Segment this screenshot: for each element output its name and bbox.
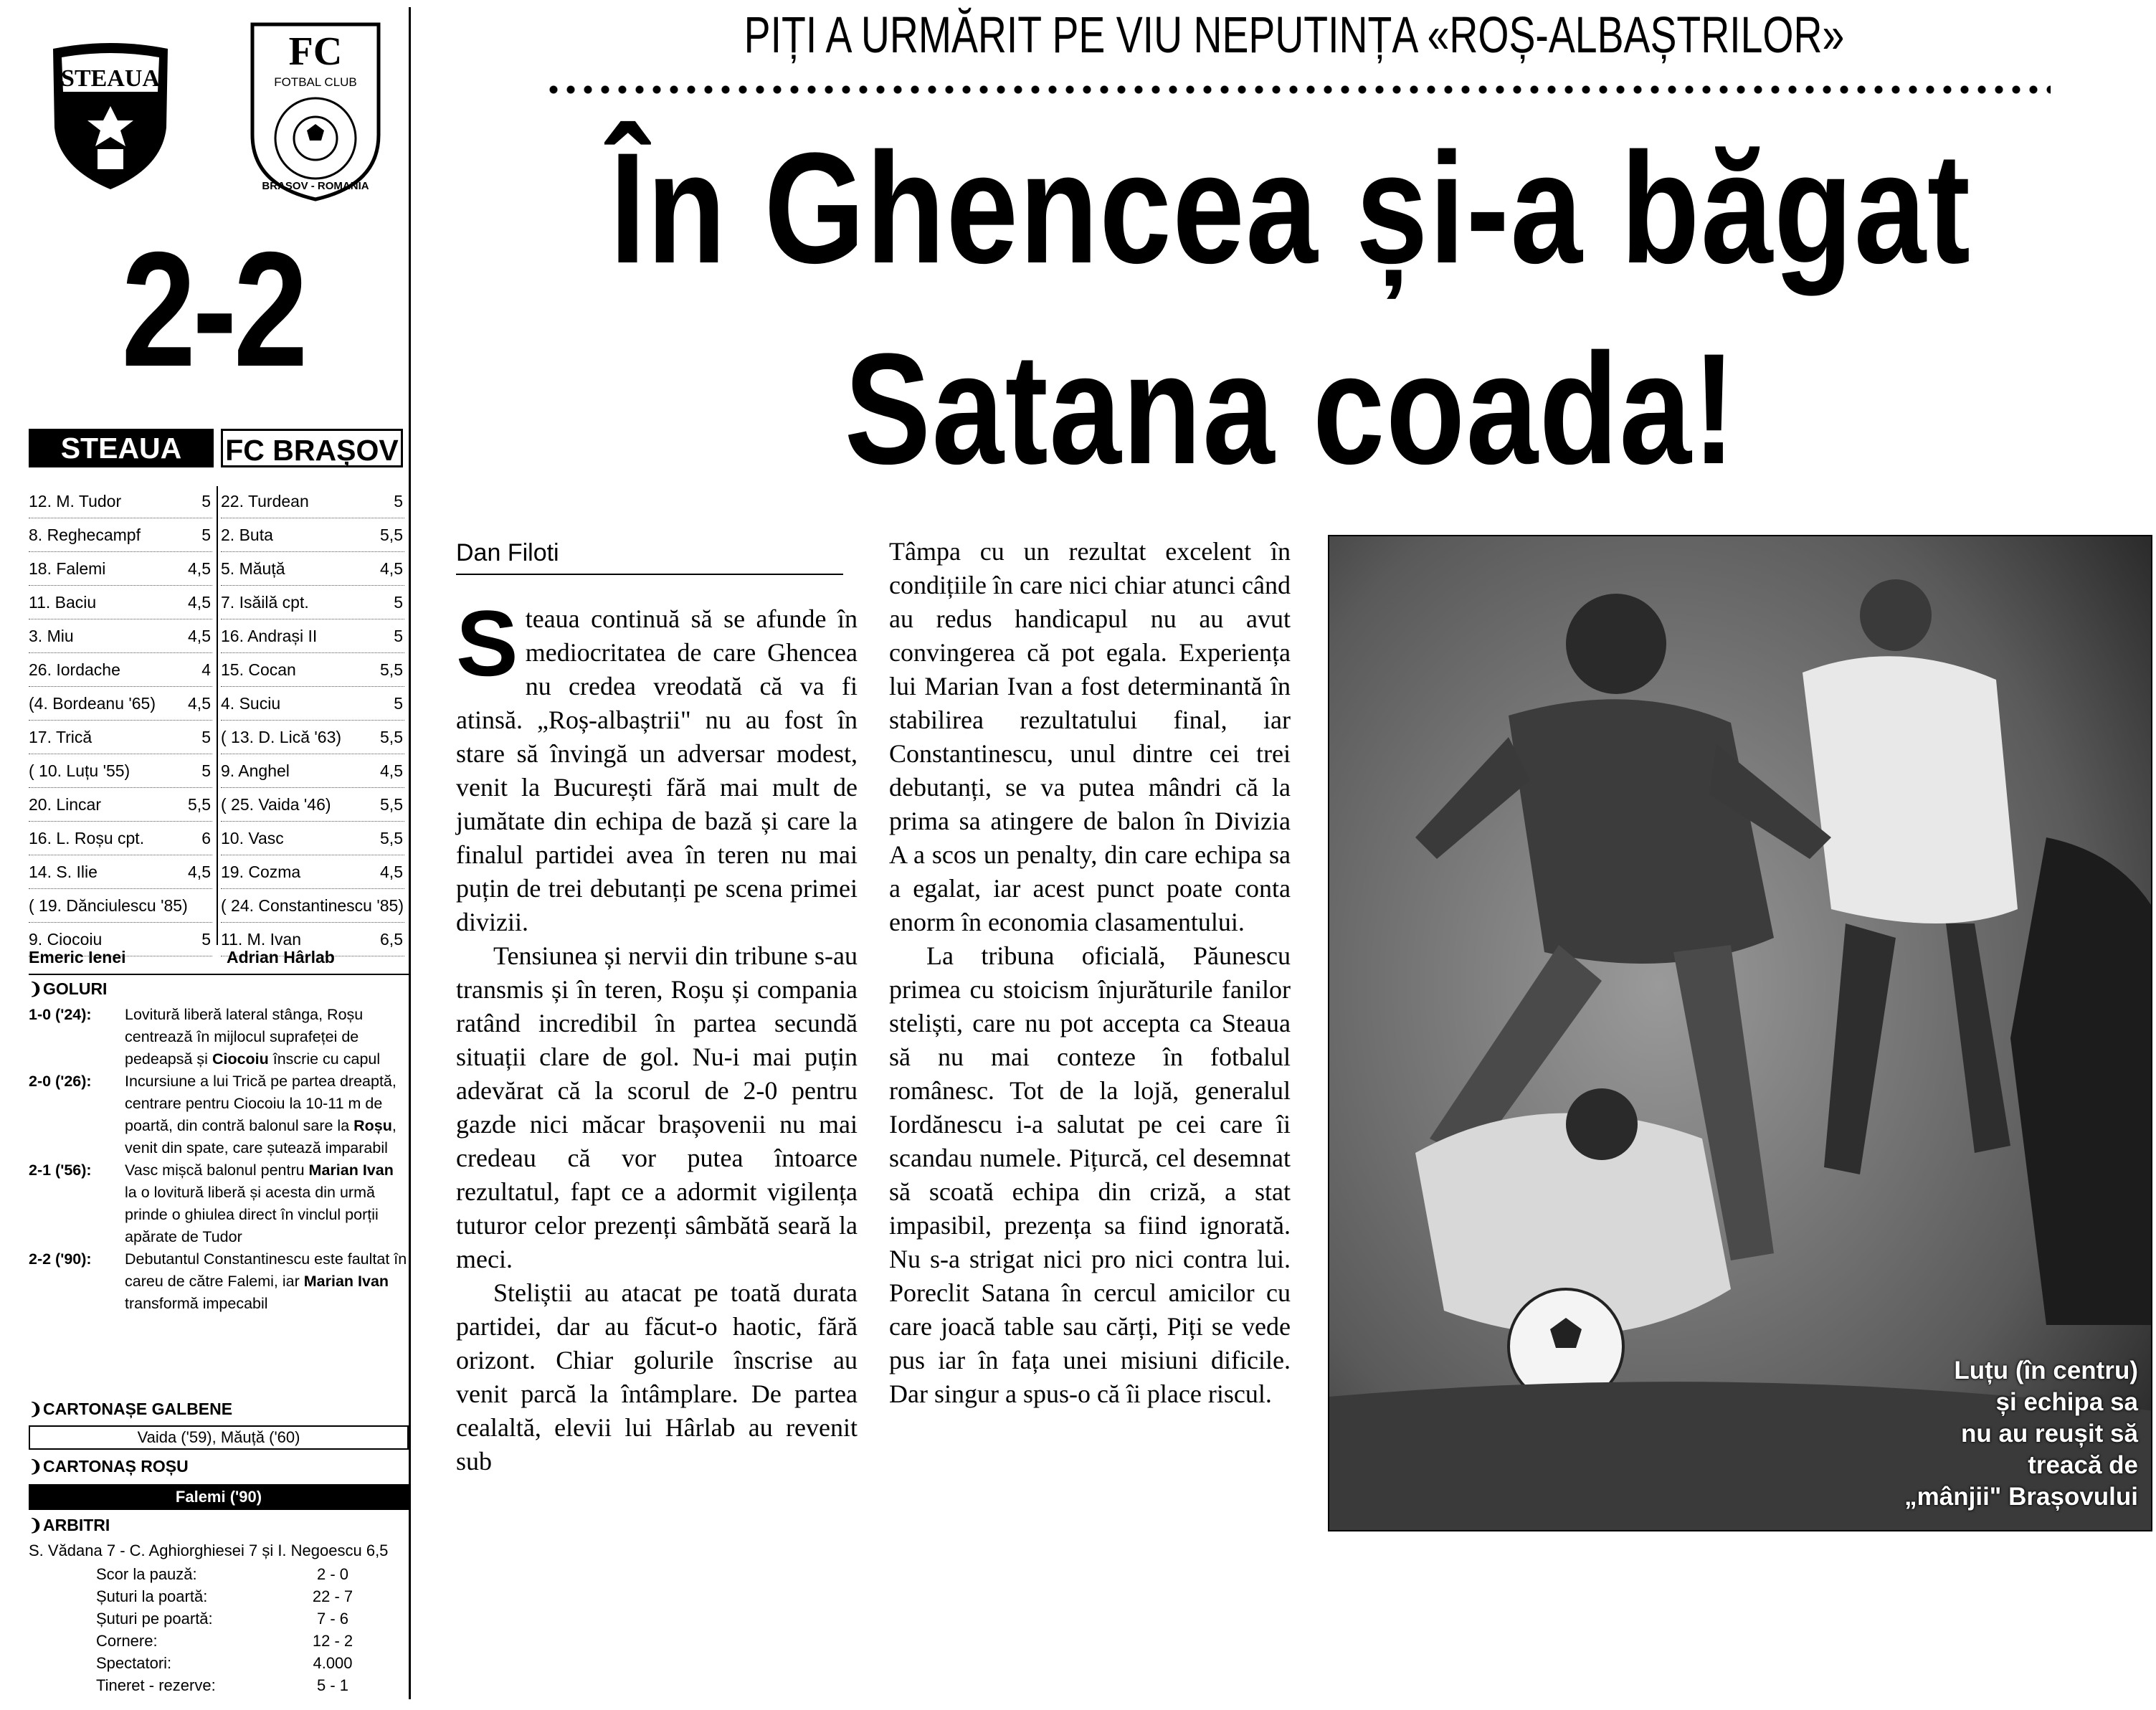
player-name: 12. M. Tudor <box>29 492 122 510</box>
lineup-row <box>29 687 212 721</box>
lineup-row <box>221 552 404 586</box>
player-rating: 6,5 <box>380 930 403 949</box>
coach-home: Emeric Ienei <box>29 948 126 966</box>
photo-caption <box>1904 1355 2138 1513</box>
lineup-away <box>221 485 404 956</box>
player-rating: 4 <box>201 660 211 679</box>
svg-text:STEAUA: STEAUA <box>61 65 160 92</box>
match-photo <box>1328 535 2152 1531</box>
goal-text: la o lovitură liberă și acesta din urmă prinde o ghiulea direct în vinclul porții apărate de Tudor <box>125 1184 379 1245</box>
lineup-row <box>29 552 212 586</box>
player-rating <box>211 889 212 922</box>
player-name: 2. Buta <box>221 526 273 544</box>
lineup-row <box>29 619 212 653</box>
player-name: 8. Reghecampf <box>29 526 141 544</box>
stat-value: 4.000 <box>313 1654 353 1672</box>
player-name: 20. Lincar <box>29 795 102 814</box>
player-rating: 5 <box>394 492 403 510</box>
player-name: ( 10. Luțu '55) <box>29 761 130 780</box>
dotted-rule <box>545 85 2051 95</box>
goal-minute: 2-0 ('26): <box>29 1073 92 1090</box>
caption-line: treacă de <box>2028 1451 2138 1479</box>
player-name: 9. Anghel <box>221 761 290 780</box>
goal-text: Vasc mișcă balonul pentru <box>125 1162 309 1179</box>
sidebar-divider <box>409 7 411 1699</box>
player-rating: 5 <box>201 728 211 746</box>
lineup-row <box>221 518 404 552</box>
goal-minute: 2-1 ('56): <box>29 1162 92 1179</box>
svg-text:FC: FC <box>288 29 343 74</box>
goal-scorer: Marian Ivan <box>308 1162 394 1179</box>
lineup-row <box>29 788 212 822</box>
goal-text: Lovitură liberă lateral stânga, Roșu centrează în mijlocul suprafeței de pedeapsă și <box>125 1006 364 1068</box>
section-rule <box>29 974 409 975</box>
stat-label: Scor la pauză: <box>96 1565 197 1583</box>
byline: Dan Filoti <box>456 539 559 566</box>
stat-label: Șuturi la poartă: <box>96 1587 208 1605</box>
lineup-row <box>221 754 404 788</box>
referees-title: ❩ARBITRI <box>29 1516 110 1534</box>
article-paragraph: Tensiunea și nervii din tribune s-au transmis și în teren, Roșu și compania ratând incredibil în partea secundă situații clare de gol. Nu-i mai puțin adevărat că la scorul de 2-0 pentru gazde nici măcar brașovenii nu mai credeau că vor putea întoarce rezultatul, fapt ce a adormit vigilența tuturor celor prezenți sâmbătă seară la meci. <box>456 941 858 1273</box>
player-rating: 5 <box>201 930 211 949</box>
bullet-icon: ❩ <box>29 1400 43 1418</box>
stat-row <box>96 1607 383 1630</box>
player-rating: 4,5 <box>188 863 211 881</box>
lineup-row <box>221 586 404 619</box>
goal-scorer: Marian Ivan <box>303 1273 389 1290</box>
player-name: 18. Falemi <box>29 559 106 578</box>
stat-label: Cornere: <box>96 1632 158 1650</box>
stat-row <box>96 1674 383 1696</box>
stat-value: 12 - 2 <box>312 1632 353 1650</box>
goal-entry <box>29 1070 407 1159</box>
player-name: 7. Isăilă cpt. <box>221 593 309 612</box>
goal-minute: 2-2 ('90): <box>29 1250 92 1268</box>
lineup-row <box>29 586 212 619</box>
player-name: 17. Trică <box>29 728 92 746</box>
yellow-cards-box: Vaida ('59), Măuță ('60) <box>29 1425 409 1450</box>
player-name: ( 19. Dănciulescu '85) <box>29 896 188 915</box>
svg-text:FOTBAL CLUB: FOTBAL CLUB <box>274 75 357 89</box>
stat-value: 22 - 7 <box>312 1587 353 1605</box>
byline-rule <box>456 574 843 575</box>
player-rating: 4,5 <box>188 627 211 645</box>
svg-text:BRAȘOV - ROMANIA: BRAȘOV - ROMANIA <box>262 180 369 192</box>
goals-list <box>29 1004 407 1315</box>
lineup-row <box>221 687 404 721</box>
player-rating: 5,5 <box>380 526 403 544</box>
player-rating: 5,5 <box>380 829 403 847</box>
player-rating: 5,5 <box>380 795 403 814</box>
headline-line-1: În Ghencea și-a băgat <box>609 120 1972 296</box>
player-name: 26. Iordache <box>29 660 120 679</box>
lineup-row <box>29 855 212 889</box>
stat-row <box>96 1563 383 1585</box>
player-rating: 5 <box>394 593 403 612</box>
goal-description <box>125 1248 407 1315</box>
player-rating: 5,5 <box>188 795 211 814</box>
article-paragraph: Steliștii au atacat pe toată durata partidei, dar au făcut-o haotic, fără orizont. Chiar golurile înscrise au venit parcă la întâmplare. De partea cealaltă, elevii lui Hârlab au revenit sub <box>456 1278 858 1476</box>
goal-text: , venit din spate, care șutează imparabil <box>125 1117 396 1156</box>
lineup-row <box>221 721 404 754</box>
lineup-row <box>29 485 212 518</box>
lineup-divider <box>217 486 218 945</box>
goal-entry <box>29 1248 407 1315</box>
player-rating: 4,5 <box>380 559 403 578</box>
player-rating: 5 <box>394 627 403 645</box>
steaua-logo <box>47 42 174 194</box>
referees-text: S. Vădana 7 - C. Aghiorghiesei 7 și I. Negoescu 6,5 <box>29 1542 389 1559</box>
player-name: 10. Vasc <box>221 829 284 847</box>
lineup-row <box>221 822 404 855</box>
lineup-row <box>221 889 404 923</box>
player-name: 9. Ciocoiu <box>29 930 103 949</box>
goal-description <box>125 1004 407 1070</box>
article-column-2 <box>889 535 1291 1411</box>
kicker-headline: PIȚI A URMĂRIT PE VIU NEPUTINȚA «ROȘ-ALBAȘTRILOR» <box>744 7 1845 64</box>
goal-text: Incursiune a lui Trică pe partea dreaptă, centrare pentru Ciocoiu la 10-11 m de poartă, din contră balonul sare la <box>125 1073 396 1134</box>
player-rating: 5 <box>394 694 403 713</box>
coach-away: Adrian Hârlab <box>227 948 335 966</box>
goals-section-title: ❩GOLURI <box>29 979 108 998</box>
caption-line: Luțu (în centru) <box>1954 1357 2138 1384</box>
article-paragraph: La tribuna oficială, Păunescu primea cu stoicism înjurăturile fanilor steliști, care nu pot accepta ca Steaua să nu mai conteze în fotbalul românesc. Tot de la lojă, generalul Iordănescu i-a salutat pe cei care îi scandau numele. Pițurcă, cel desemnat să scoată echipa din criză, a stat impasibil, prezența sa fiind ignorată. Nu s-a strigat nici pro nici contra lui. Poreclit Satana în cercul amicilor cu care joacă table sau cărți, Piți se vede pus iar în fața unei misiuni dificile. Dar singur a spus-o că îi place riscul. <box>889 941 1291 1408</box>
red-card-box: Falemi ('90) <box>29 1484 409 1510</box>
goal-entry <box>29 1004 407 1070</box>
player-name: (4. Bordeanu '65) <box>29 694 156 713</box>
lineup-row <box>29 653 212 687</box>
stat-row <box>96 1630 383 1652</box>
player-name: 4. Suciu <box>221 694 281 713</box>
goal-minute: 1-0 ('24): <box>29 1006 92 1023</box>
red-card-title: ❩CARTONAȘ ROȘU <box>29 1457 189 1476</box>
team-away-header: FC BRAȘOV <box>221 429 403 467</box>
player-name: ( 25. Vaida '46) <box>221 795 331 814</box>
player-rating: 5 <box>201 526 211 544</box>
article-column-1 <box>456 591 858 1478</box>
stat-value: 7 - 6 <box>316 1610 349 1628</box>
player-name: 14. S. Ilie <box>29 863 98 881</box>
match-score: 2-2 <box>121 219 305 401</box>
lineup-row <box>29 721 212 754</box>
headline-line-2: Satana coada! <box>844 320 1737 497</box>
player-name: 16. L. Roșu cpt. <box>29 829 145 847</box>
lineup-row <box>221 788 404 822</box>
stat-row <box>96 1585 383 1607</box>
lineup-row <box>29 889 212 923</box>
goal-text: Debutantul Constantinescu este faultat în careu de către Falemi, iar <box>125 1250 407 1290</box>
player-name: 5. Măuță <box>221 559 285 578</box>
goal-text: înscrie cu capul <box>268 1050 381 1068</box>
caption-line: „mânjii" Brașovului <box>1904 1483 2138 1511</box>
lineup-row <box>221 855 404 889</box>
bullet-icon: ❩ <box>29 1457 43 1476</box>
player-name: 19. Cozma <box>221 863 301 881</box>
team-home-header: STEAUA <box>29 429 214 467</box>
goal-description <box>125 1159 407 1248</box>
player-rating: 5 <box>201 761 211 780</box>
player-rating: 5,5 <box>380 728 403 746</box>
fc-brasov-logo <box>245 20 386 202</box>
lineup-row <box>221 619 404 653</box>
yellow-cards-title: ❩CARTONAȘE GALBENE <box>29 1400 233 1418</box>
player-name: 16. Andrași II <box>221 627 318 645</box>
goal-description <box>125 1070 407 1159</box>
player-rating: 5 <box>201 492 211 510</box>
caption-line: și echipa sa <box>1995 1388 2138 1416</box>
article-paragraph: teaua continuă să se afunde în mediocritatea de care Ghencea nu credea vreodată că va fi atinsă. „Roș-albaștrii" nu au fost în stare să învingă un adversar modest, venit la București fără mai mult de jumătate din echipa de bază și care la finalul partidei avea în teren nu mai puțin de trei debutanți pe scena primei divizii. <box>456 604 858 936</box>
player-rating: 4,5 <box>380 761 403 780</box>
player-rating: 6 <box>201 829 211 847</box>
stat-row <box>96 1652 383 1674</box>
match-stats <box>96 1563 383 1696</box>
player-name: ( 24. Constantinescu '85) <box>221 896 404 915</box>
goal-text: transformă impecabil <box>125 1295 268 1312</box>
player-rating: 5,5 <box>380 660 403 679</box>
goal-scorer: Ciocoiu <box>212 1050 269 1068</box>
player-name: 11. M. Ivan <box>221 930 302 949</box>
player-name: 15. Cocan <box>221 660 296 679</box>
stat-value: 2 - 0 <box>316 1565 349 1583</box>
player-name: ( 13. D. Lică '63) <box>221 728 342 746</box>
stat-label: Șuturi pe poartă: <box>96 1610 213 1628</box>
stat-value: 5 - 1 <box>316 1676 349 1694</box>
player-name: 11. Baciu <box>29 593 97 612</box>
player-rating: 4,5 <box>188 593 211 612</box>
bullet-icon: ❩ <box>29 1516 43 1534</box>
lineup-home <box>29 485 212 956</box>
lineup-row <box>221 485 404 518</box>
caption-line: nu au reușit să <box>1960 1420 2138 1448</box>
lineup-row <box>29 754 212 788</box>
drop-cap: S <box>456 591 518 695</box>
lineup-row <box>221 653 404 687</box>
lineup-row <box>29 822 212 855</box>
stat-label: Spectatori: <box>96 1654 172 1672</box>
player-name: 22. Turdean <box>221 492 309 510</box>
player-rating: 4,5 <box>380 863 403 881</box>
player-name: 3. Miu <box>29 627 74 645</box>
bullet-icon: ❩ <box>29 979 43 998</box>
article-paragraph: Tâmpa cu un rezultat excelent în condițiile în care nici chiar atunci când au redus handicapul nu au avut convingerea că pot egala. Experiența lui Marian Ivan a fost determinantă în stabilirea rezultatului final, iar Constantinescu, unul dintre cei trei debutanți, se va putea mândri că la prima sa atingere de balon în Divizia A a scos un penalty, din care echipa sa a egalat, iar acest punct poate conta enorm în economia clasamentului. <box>889 537 1291 936</box>
lineup-row <box>29 518 212 552</box>
match-sidebar <box>17 7 409 1699</box>
player-rating <box>404 889 405 922</box>
goal-scorer: Roșu <box>353 1117 392 1134</box>
player-rating: 4,5 <box>188 694 211 713</box>
stat-label: Tineret - rezerve: <box>96 1676 216 1694</box>
player-rating: 4,5 <box>188 559 211 578</box>
goal-entry <box>29 1159 407 1248</box>
